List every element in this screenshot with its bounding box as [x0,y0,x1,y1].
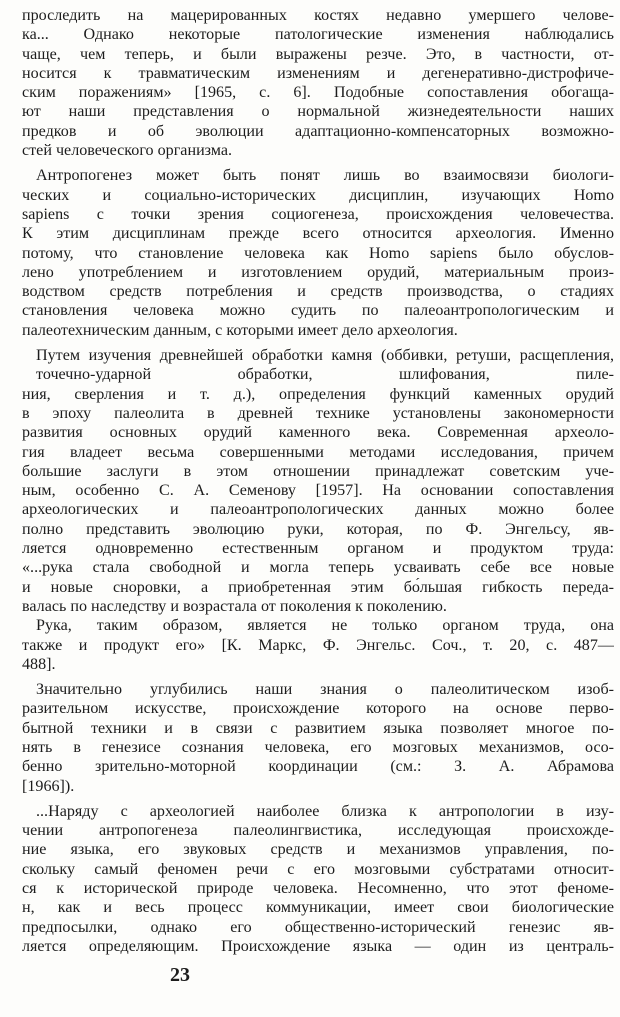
text-line: водством средств потребления и средств производства, о стадиях [22,283,614,301]
body-text [22,6,614,956]
text-line: предпосылки, однако его общественно-исторический генезис яв- [22,918,614,936]
text-line: Путем изучения древнейшей обработки камня (оббивки, ретуши, расщепления, точечно-ударной обработки, шлифования, пиле- [36,347,614,384]
text-line: ческих и социально-исторических дисциплин, изучающих Homo [22,186,614,204]
text-line: проследить на мацерированных костях недавно умершего челове- [22,7,614,24]
text-line: потому, что становление человека как Homo sapiens было обуслов- [22,244,614,262]
text-line: становления человека можно судить по палеоантропологическим и [22,302,614,320]
text-line: бытной техники и в связи с развитием языка позволяет многое по- [22,719,614,737]
text-line: Рука, таким образом, является не только органом труда, она [36,617,614,635]
text-line: н, как и весь процесс коммуникации, имеет свои биологические [22,899,614,917]
text-line: предков и об эволюции адаптационно-компенсаторных возможно- [22,122,614,140]
text-line: археологических и палеоантропологических данных можно более [22,501,614,519]
text-line: также и продукт его» [К. Маркс, Ф. Энгельс. Соч., т. 20, с. 487— [22,636,614,654]
text-line: в эпоху палеолита в древней технике установлены закономерности [22,404,614,422]
text-line: К этим дисциплинам прежде всего относится археология. Именно [22,225,614,243]
text-line: развития основных орудий каменного века. Современная археоло- [22,424,614,442]
text-line: скольку самый феномен речи с его мозговыми субстратами относит- [22,860,614,878]
text-line: чаще, чем теперь, и были выражены резче. Это, в частности, от- [22,45,614,63]
text-line: [1966]). [22,777,75,795]
page-number: 23 [170,964,190,986]
text-line: ние языка, его звуковых средств и механизмов управления, по- [22,841,614,859]
text-line: разительном искусстве, происхождение которого на основе перво- [22,700,614,718]
text-line: ...Наряду с археологией наиболее близка к антропологии в изу- [36,802,614,820]
text-line: Значительно углубились наши знания о палеолитическом изоб- [36,681,614,699]
text-line: ся к исторической природе человека. Несомненно, что этот феноме- [22,880,614,898]
text-line: ют наши представления о нормальной жизнедеятельности наших [22,103,614,121]
text-line: sapiens с точки зрения социогенеза, происхождения человечества. [22,205,614,223]
text-line: ским поражениям» [1965, с. 6]. Подобные сопоставления обогаща- [22,84,614,102]
text-line: ляется одновременно естественным органом и продуктом труда: [22,540,614,558]
text-line: Антропогенез может быть понят лишь во взаимосвязи биологи- [36,167,614,185]
text-line: 488]. [22,655,56,673]
text-line: большие заслуги в этом отношении принадлежат советским уче- [22,462,614,480]
text-line: ным, особенно С. А. Семенову [1957]. На основании сопоставления [22,482,614,500]
text-line: нять в генезисе сознания человека, его мозговых механизмов, осо- [22,738,614,756]
text-line: чении антропогенеза палеолингвистика, исследующая происхожде- [22,822,614,840]
text-line: лено употреблением и изготовлением орудий, материальным произ- [22,263,614,281]
text-line: стей человеческого организма. [22,142,233,160]
text-line: ния, сверления и т. д.), определения функций каменных орудий [22,385,614,403]
text-line: ляется определяющим. Происхождение языка — один из централь- [22,937,614,955]
text-line: палеотехническим данным, с которыми имеет дело археология. [22,321,458,339]
text-line: полно представить эволюцию руки, которая, по Ф. Энгельсу, яв- [22,520,614,538]
text-line: бенно зрительно-моторной координации (см.: З. А. Абрамова [22,758,614,776]
text-line: «...рука стала свободной и могла теперь усваивать себе все новые [22,559,614,577]
text-line: носится к травматическим изменениям и дегенеративно-дистрофиче- [22,64,614,82]
text-line: и новые сноровки, а приобретенная этим бо́льшая гибкость переда- [22,578,614,596]
text-line: валась по наследству и возрастала от поколения к поколению. [22,597,447,615]
text-line: ка... Однако некоторые патологические изменения наблюдались [22,26,614,44]
text-line: гия владеет весьма совершенными методами исследования, причем [22,443,614,461]
